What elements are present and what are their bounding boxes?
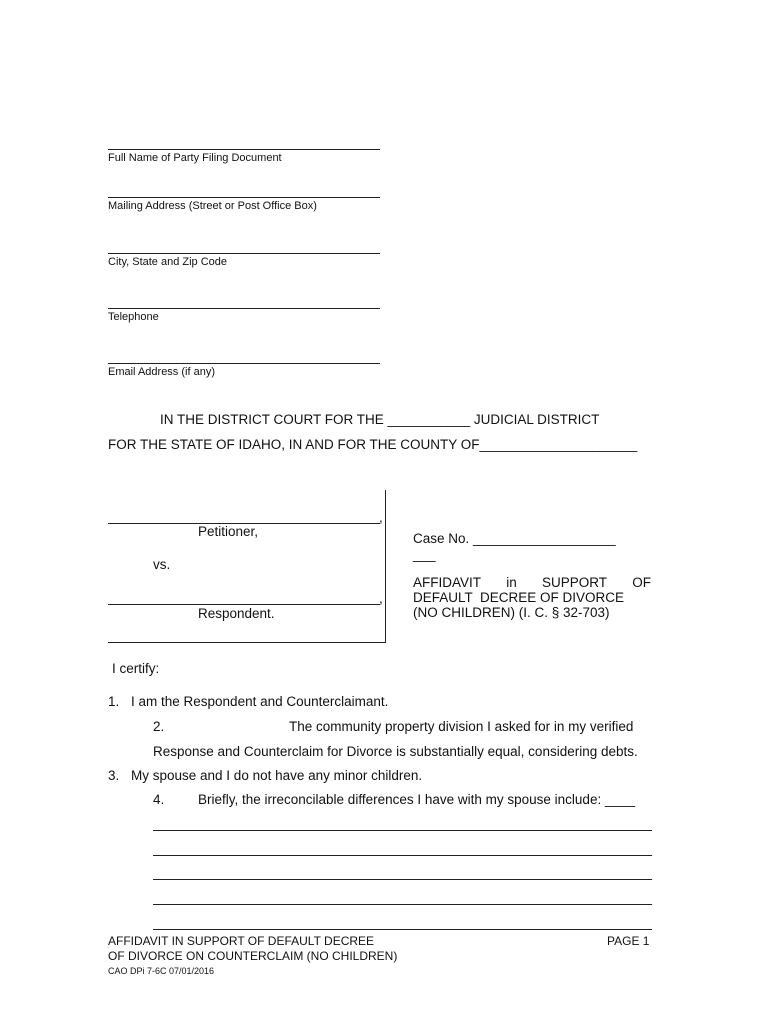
page-number: PAGE 1: [607, 934, 650, 948]
full-name-label: Full Name of Party Filing Document: [108, 152, 282, 164]
answer-line[interactable]: [153, 855, 652, 856]
case-number-continued: ___: [413, 547, 436, 562]
petitioner-comma: ,: [379, 510, 383, 525]
caption-divider: [385, 490, 386, 642]
title-word: in: [506, 575, 517, 590]
answer-line[interactable]: [153, 929, 652, 930]
title-word: AFFIDAVIT: [413, 575, 482, 590]
telephone-line[interactable]: [108, 308, 380, 309]
mailing-address-line[interactable]: [108, 197, 380, 198]
item-2-text-line1: The community property division I asked for in my verified: [289, 719, 634, 734]
footer-title-line2: OF DIVORCE ON COUNTERCLAIM (NO CHILDREN): [108, 949, 398, 963]
title-word: OF: [632, 575, 651, 590]
item-2-number: 2.: [153, 719, 165, 734]
item-4-number: 4.: [153, 792, 165, 807]
item-3-number: 3.: [108, 768, 120, 783]
respondent-label: Respondent.: [198, 606, 275, 621]
city-state-zip-label: City, State and Zip Code: [108, 256, 228, 268]
mailing-address-label: Mailing Address (Street or Post Office Box): [108, 200, 317, 212]
item-1-number: 1.: [108, 694, 120, 709]
email-line[interactable]: [108, 363, 380, 364]
document-title-line2: DEFAULT DECREE OF DIVORCE: [413, 590, 625, 605]
answer-line[interactable]: [153, 830, 652, 831]
respondent-name-line[interactable]: [108, 604, 380, 605]
answer-line[interactable]: [153, 904, 652, 905]
answer-line[interactable]: [153, 879, 652, 880]
full-name-line[interactable]: [108, 149, 380, 150]
item-2-text-line2: Response and Counterclaim for Divorce is substantially equal, considering debts.: [153, 744, 638, 759]
court-heading-line2: FOR THE STATE OF IDAHO, IN AND FOR THE COUNTY OF_____________________: [108, 437, 638, 452]
title-word: SUPPORT: [542, 575, 608, 590]
item-3-text: My spouse and I do not have any minor children.: [131, 768, 423, 783]
city-state-zip-line[interactable]: [108, 253, 380, 254]
email-label: Email Address (if any): [108, 366, 215, 378]
respondent-comma: ,: [379, 591, 383, 606]
case-number: Case No. ___________________: [413, 531, 616, 546]
item-4-text: Briefly, the irreconcilable differences I have with my spouse include: ____: [198, 792, 635, 807]
item-1-text: I am the Respondent and Counterclaimant.: [131, 694, 389, 709]
telephone-label: Telephone: [108, 311, 159, 323]
petitioner-label: Petitioner,: [198, 524, 259, 539]
certify-text: I certify:: [112, 661, 160, 676]
document-title-line3: (NO CHILDREN) (I. C. § 32-703): [413, 605, 610, 620]
form-code: CAO DPi 7-6C 07/01/2016: [108, 966, 215, 976]
document-title-line1: [413, 575, 651, 590]
versus-label: vs.: [153, 557, 171, 572]
court-heading-line1: IN THE DISTRICT COURT FOR THE ___________ JUDICIAL DISTRICT: [160, 412, 600, 427]
footer-title-line1: AFFIDAVIT IN SUPPORT OF DEFAULT DECREE: [108, 934, 375, 948]
caption-bottom-rule: [108, 642, 386, 643]
